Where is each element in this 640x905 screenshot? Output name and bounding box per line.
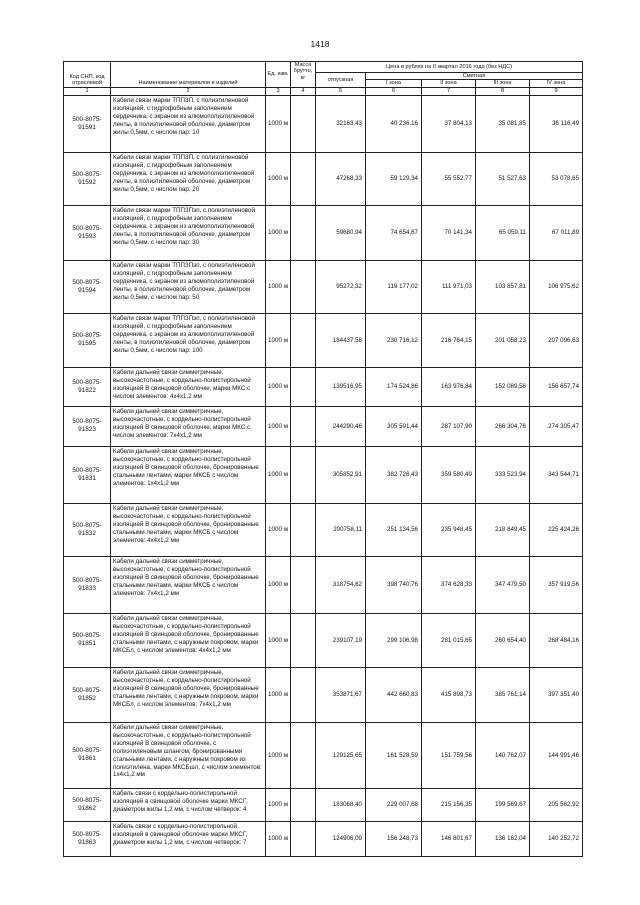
price-release: 244290,46 — [316, 406, 366, 446]
price-release: 32163,43 — [316, 95, 366, 152]
price-release: 183068,40 — [316, 788, 366, 821]
price-zone-4: 397 351,40 — [530, 667, 583, 722]
price-zone-1: 442 660,83 — [366, 667, 422, 722]
price-release: 129125,65 — [316, 722, 366, 788]
price-release: 95272,32 — [316, 260, 366, 313]
table-row — [64, 446, 583, 503]
price-zone-3: 152 089,56 — [476, 367, 530, 406]
item-unit: 1000 м — [266, 788, 291, 821]
item-unit: 1000 м — [266, 205, 291, 260]
column-number: 4 — [291, 87, 316, 95]
item-name: Кабели связи марки ТППЗПэп, с полиэтиленовой изоляцией, с гидрофобным заполнением сердечника, с экраном из алюмополиэтиленовой ленты, в полиэтиленовой оболочке, диаметром жилы 0,5мм, с числом пар: 30 — [111, 205, 266, 260]
column-number: 8 — [476, 87, 530, 95]
table-row — [64, 406, 583, 446]
price-release: 139516,95 — [316, 367, 366, 406]
item-unit: 1000 м — [266, 503, 291, 556]
column-number-row — [64, 87, 583, 95]
price-zone-2: 163 976,84 — [422, 367, 476, 406]
price-zone-3: 385 761,14 — [476, 667, 530, 722]
item-unit: 1000 м — [266, 722, 291, 788]
price-zone-1: 382 726,43 — [366, 446, 422, 503]
item-mass — [291, 95, 316, 152]
item-unit: 1000 м — [266, 260, 291, 313]
item-name: Кабели связи марки ТППЗПэп, с полиэтиленовой изоляцией, с гидрофобным заполнением сердечника, с экраном из алюмополиэтиленовой ленты, в полиэтиленовой оболочке, диаметром жилы 0,5мм, с числом пар: 50 — [111, 260, 266, 313]
price-zone-1: 174 524,86 — [366, 367, 422, 406]
table-row — [64, 503, 583, 556]
price-zone-3: 140 762,07 — [476, 722, 530, 788]
item-mass — [291, 667, 316, 722]
item-name: Кабели связи марки ТППЗПэп, с полиэтиленовой изоляцией, с гидрофобным заполнением сердечника, с экраном из алюмополиэтиленовой ленты, в полиэтиленовой оболочке, диаметром жилы 0,5мм, с числом пар: 100 — [111, 313, 266, 367]
item-code: 500-8075-91833 — [64, 556, 111, 613]
item-name: Кабели дальней связи симметричные, высокочастотные, с кордельно-полистирольной изоляцией В свинцовой оболочке, с полиэтиленовым шлангом, бронированными стальными лентами, с наружным покровом из полиэтилена, марки МКСБшл, с числом элементов: 1х4х1,2 мм — [111, 722, 266, 788]
price-zone-2: 374 628,33 — [422, 556, 476, 613]
item-mass — [291, 821, 316, 856]
price-release: 305852,91 — [316, 446, 366, 503]
price-release: 59680,94 — [316, 205, 366, 260]
item-mass — [291, 367, 316, 406]
item-code: 500-8075-91592 — [64, 152, 111, 205]
price-zone-1: 229 007,68 — [366, 788, 422, 821]
price-zone-4: 67 011,89 — [530, 205, 583, 260]
price-zone-3: 218 849,45 — [476, 503, 530, 556]
price-zone-1: 74 654,67 — [366, 205, 422, 260]
item-code: 500-8075-91863 — [64, 821, 111, 856]
price-zone-1: 119 177,02 — [366, 260, 422, 313]
price-zone-4: 357 919,56 — [530, 556, 583, 613]
item-name: Кабели дальней связи симметричные, высокочастотные, с кордельно-полистирольной изоляцией В свинцовой оболочке, бронированные стальными лентами, с наружным покровом, марки МКСБл, с числом элементов: 7х4х1,2 мм — [111, 667, 266, 722]
item-name: Кабели дальней связи симметричные, высокочастотные, с кордельно-полистирольной изоляцией В свинцовой оболочке, марки МКС с числом элементов: 7х4х1,2 мм — [111, 406, 266, 446]
price-zone-1: 40 236,16 — [366, 95, 422, 152]
item-code: 500-8075-91591 — [64, 95, 111, 152]
price-zone-3: 347 479,50 — [476, 556, 530, 613]
header-zone-4: IV зона — [530, 80, 583, 87]
price-zone-1: 230 716,12 — [366, 313, 422, 367]
column-number: 5 — [316, 87, 366, 95]
price-zone-3: 333 523,94 — [476, 446, 530, 503]
header-release: отпускная — [316, 73, 366, 88]
price-zone-4: 36 116,49 — [530, 95, 583, 152]
header-code: Код СНП, код отраслевой — [64, 62, 111, 88]
price-zone-2: 359 580,49 — [422, 446, 476, 503]
header-row-1 — [64, 62, 583, 73]
table-row — [64, 152, 583, 205]
table-row — [64, 613, 583, 667]
price-zone-4: 156 657,74 — [530, 367, 583, 406]
item-unit: 1000 м — [266, 95, 291, 152]
table-body — [64, 62, 583, 857]
table-row — [64, 260, 583, 313]
price-zone-3: 199 569,67 — [476, 788, 530, 821]
item-code: 500-8075-91595 — [64, 313, 111, 367]
item-mass — [291, 313, 316, 367]
price-zone-3: 51 527,63 — [476, 152, 530, 205]
price-zone-2: 111 971,03 — [422, 260, 476, 313]
item-mass — [291, 446, 316, 503]
price-zone-4: 225 424,26 — [530, 503, 583, 556]
item-code: 500-8075-91862 — [64, 788, 111, 821]
price-zone-1: 251 134,56 — [366, 503, 422, 556]
column-number: 1 — [64, 87, 111, 95]
column-number: 2 — [111, 87, 266, 95]
table-row — [64, 788, 583, 821]
price-release: 47268,33 — [316, 152, 366, 205]
item-mass — [291, 613, 316, 667]
price-zone-3: 201 058,23 — [476, 313, 530, 367]
table-row — [64, 722, 583, 788]
item-unit: 1000 м — [266, 152, 291, 205]
table-row — [64, 95, 583, 152]
price-release: 318754,62 — [316, 556, 366, 613]
item-code: 500-8075-91852 — [64, 667, 111, 722]
column-number: 3 — [266, 87, 291, 95]
item-mass — [291, 152, 316, 205]
price-zone-1: 59 129,34 — [366, 152, 422, 205]
item-code: 500-8075-91593 — [64, 205, 111, 260]
price-zone-2: 415 898,73 — [422, 667, 476, 722]
item-mass — [291, 503, 316, 556]
header-mass: Масса брутто, кг — [291, 62, 316, 88]
item-name: Кабели дальней связи симметричные, высокочастотные, с кордельно-полистирольной изоляцией В свинцовой оболочке, бронированные стальными лентами, марки МКСБ с числом элементов: 7х4х1,2 мм — [111, 556, 266, 613]
item-name: Кабель связи с кордельно-полистирольной изоляцией в свинцовой оболочке марки МКСГ, диаметром жилы 1,2 мм, с числом четверок: 4 — [111, 788, 266, 821]
price-zone-4: 144 991,46 — [530, 722, 583, 788]
price-zone-4: 53 078,65 — [530, 152, 583, 205]
price-zone-2: 287 107,90 — [422, 406, 476, 446]
price-zone-3: 260 654,40 — [476, 613, 530, 667]
column-number: 7 — [422, 87, 476, 95]
table-row — [64, 821, 583, 856]
page-number: 1418 — [310, 39, 330, 49]
price-zone-2: 70 141,34 — [422, 205, 476, 260]
price-zone-1: 156 248,73 — [366, 821, 422, 856]
price-zone-2: 215 156,35 — [422, 788, 476, 821]
item-name: Кабели дальней связи симметричные, высокочастотные, с кордельно-полистирольной изоляцией В свинцовой оболочке, бронированные стальными лентами, с наружным покровом, марки МКСБл, с числом элементов: 4х4х1,2 мм — [111, 613, 266, 667]
price-zone-1: 398 740,76 — [366, 556, 422, 613]
price-zone-4: 343 544,71 — [530, 446, 583, 503]
item-mass — [291, 722, 316, 788]
item-name: Кабели связи марки ТППЗП, с полиэтиленовой изоляцией, с гидрофобным заполнением сердечника, с экраном из алюмополиэтиленовой ленты, в полиэтиленовой оболочке, диаметром жилы 0,5мм, с числом пар: 20 — [111, 152, 266, 205]
table-row — [64, 667, 583, 722]
price-release: 353871,67 — [316, 667, 366, 722]
item-name: Кабели дальней связи симметричные, высокочастотные, с кордельно-полистирольной изоляцией В свинцовой оболочке, бронированные стальными лентами, марки МКСБ с числом элементов: 1х4х1,2 мм — [111, 446, 266, 503]
price-zone-3: 103 857,81 — [476, 260, 530, 313]
table-row — [64, 367, 583, 406]
price-zone-1: 161 528,59 — [366, 722, 422, 788]
price-zone-3: 65 059,11 — [476, 205, 530, 260]
item-code: 500-8075-91822 — [64, 367, 111, 406]
item-code: 500-8075-91832 — [64, 503, 111, 556]
item-unit: 1000 м — [266, 667, 291, 722]
table-row — [64, 205, 583, 260]
price-zone-3: 35 081,85 — [476, 95, 530, 152]
item-code: 500-8075-91594 — [64, 260, 111, 313]
price-zone-2: 37 804,13 — [422, 95, 476, 152]
item-name: Кабели дальней связи симметричные, высокочастотные, с кордельно-полистирольной изоляцией В свинцовой оболочке, марки МКС с числом элементов: 4х4х1,2 мм — [111, 367, 266, 406]
price-zone-3: 136 162,04 — [476, 821, 530, 856]
price-zone-2: 151 759,56 — [422, 722, 476, 788]
price-table — [63, 61, 583, 857]
item-code: 500-8075-91823 — [64, 406, 111, 446]
item-mass — [291, 788, 316, 821]
item-unit: 1000 м — [266, 446, 291, 503]
header-zone-1: I зона — [366, 80, 422, 87]
item-unit: 1000 м — [266, 367, 291, 406]
item-code: 500-8075-91851 — [64, 613, 111, 667]
item-name: Кабели дальней связи симметричные, высокочастотные, с кордельно-полистирольной изоляцией В свинцовой оболочке, бронированные стальными лентами, марки МКСБ с числом элементов: 4х4х1,2 мм — [111, 503, 266, 556]
column-number: 9 — [530, 87, 583, 95]
item-name: Кабели связи марки ТППЗП, с полиэтиленовой изоляцией, с гидрофобным заполнением сердечника, с экраном из алюмополиэтиленовой ленты, в полиэтиленовой оболочке, диаметром жилы 0,5мм, с числом пар: 10 — [111, 95, 266, 152]
price-zone-2: 216 764,15 — [422, 313, 476, 367]
item-mass — [291, 406, 316, 446]
header-zone-2: II зона — [422, 80, 476, 87]
header-name: Наименование материалов и изделий — [111, 62, 266, 88]
item-code: 500-8075-91861 — [64, 722, 111, 788]
header-price-title: Цена в рублях на II квартал 2016 года (без НДС) — [316, 62, 583, 73]
price-release: 200758,11 — [316, 503, 366, 556]
price-zone-4: 274 305,47 — [530, 406, 583, 446]
price-release: 124906,09 — [316, 821, 366, 856]
item-name: Кабель связи с кордельно-полистирольной изоляцией в свинцовой оболочке марки МКСГ, диаметром жилы 1,2 мм, с числом четверок: 7 — [111, 821, 266, 856]
price-zone-4: 207 096,63 — [530, 313, 583, 367]
item-mass — [291, 556, 316, 613]
price-zone-4: 205 562,92 — [530, 788, 583, 821]
item-unit: 1000 м — [266, 406, 291, 446]
header-zone-3: III зона — [476, 80, 530, 87]
price-zone-3: 266 304,76 — [476, 406, 530, 446]
table-row — [64, 556, 583, 613]
price-release: 184437,58 — [316, 313, 366, 367]
item-mass — [291, 205, 316, 260]
price-zone-4: 268 484,16 — [530, 613, 583, 667]
price-zone-1: 305 591,44 — [366, 406, 422, 446]
item-unit: 1000 м — [266, 821, 291, 856]
header-unit: Ед. изм. — [266, 62, 291, 88]
item-mass — [291, 260, 316, 313]
price-zone-1: 299 106,98 — [366, 613, 422, 667]
item-code: 500-8075-91831 — [64, 446, 111, 503]
item-unit: 1000 м — [266, 613, 291, 667]
price-zone-2: 55 552,77 — [422, 152, 476, 205]
item-unit: 1000 м — [266, 313, 291, 367]
price-zone-2: 235 948,45 — [422, 503, 476, 556]
price-zone-4: 106 975,62 — [530, 260, 583, 313]
header-estimate: Сметная — [366, 73, 583, 80]
price-zone-2: 281 015,65 — [422, 613, 476, 667]
column-number: 6 — [366, 87, 422, 95]
item-unit: 1000 м — [266, 556, 291, 613]
table-row — [64, 313, 583, 367]
price-zone-2: 146 801,67 — [422, 821, 476, 856]
price-zone-4: 140 252,72 — [530, 821, 583, 856]
price-release: 239107,19 — [316, 613, 366, 667]
